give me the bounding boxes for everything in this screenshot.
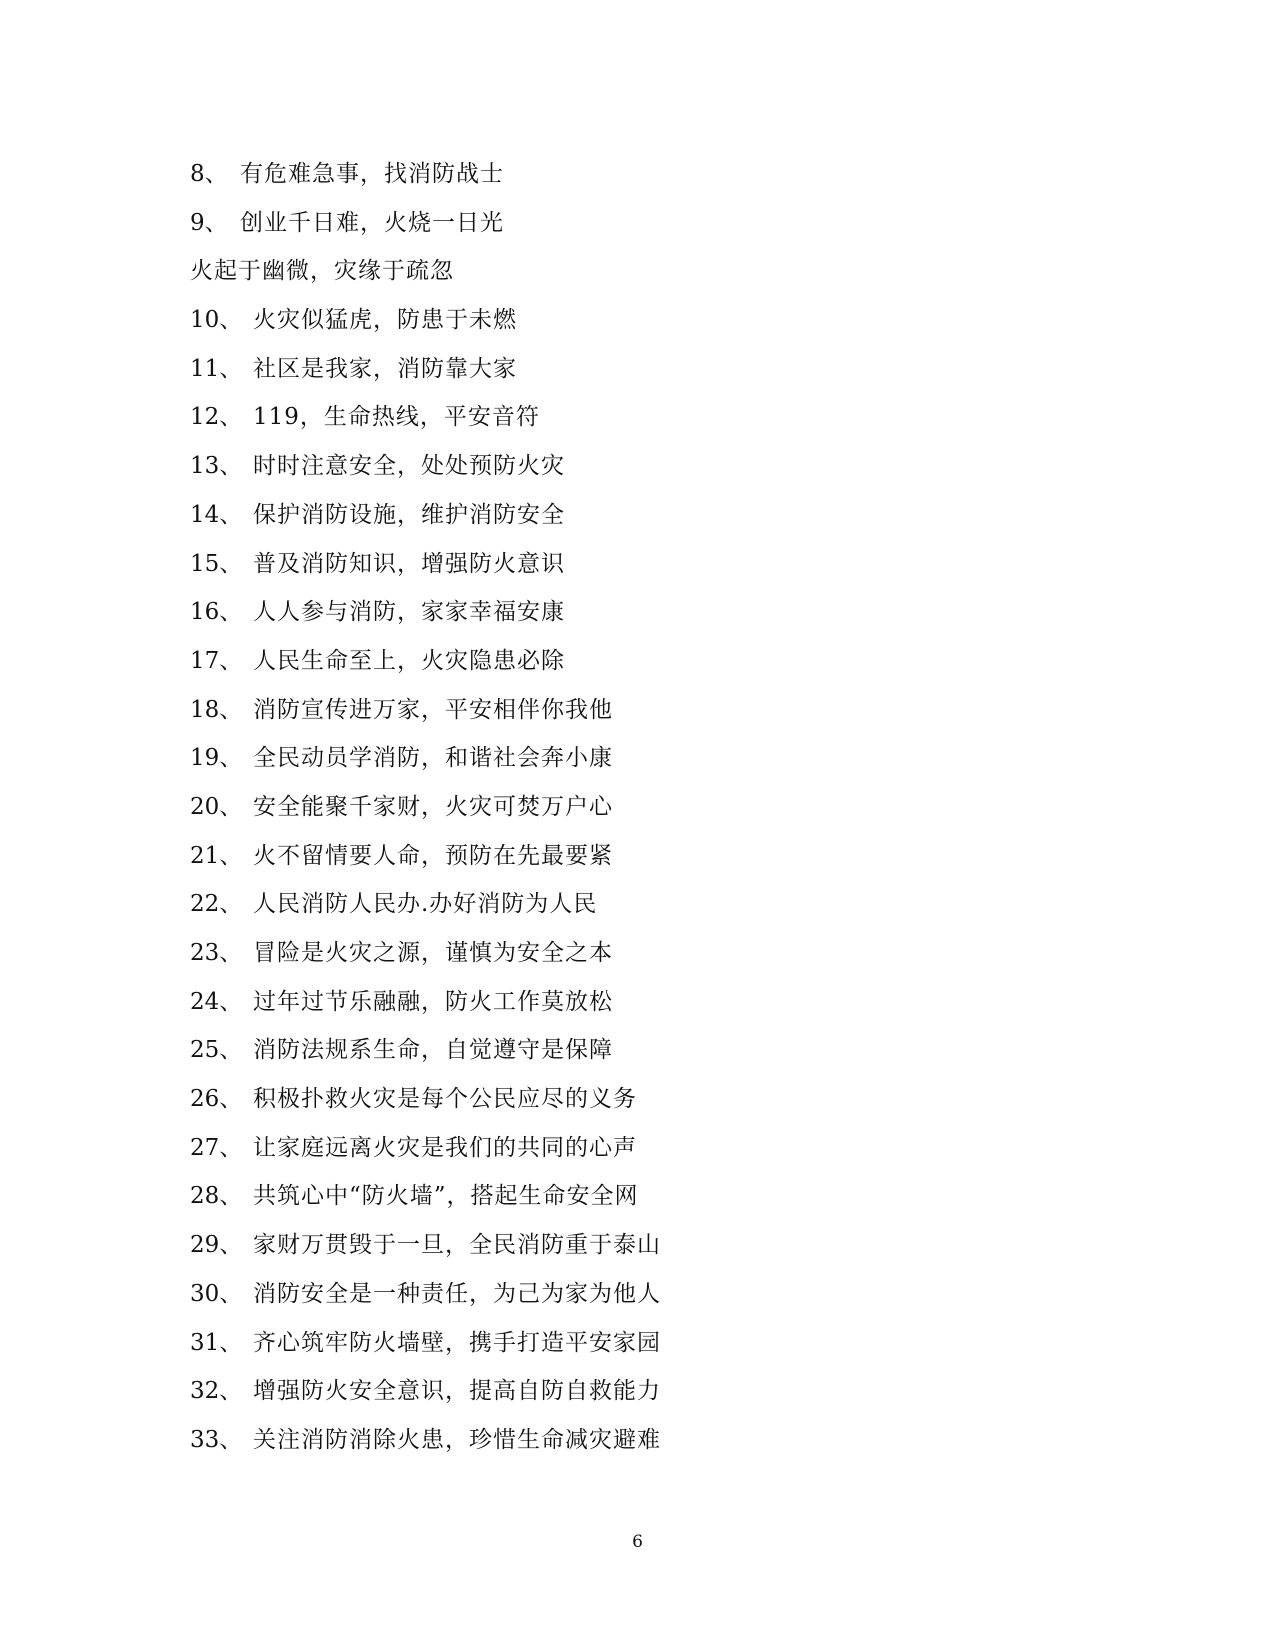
slogan-number: 15、: [190, 550, 243, 577]
slogan-number: 26、: [190, 1086, 243, 1113]
slogan-number: 21、: [190, 842, 243, 869]
slogan-line: [190, 1026, 661, 1075]
slogan-line: [190, 1319, 661, 1368]
slogan-number: 9、: [190, 209, 228, 236]
slogan-text: 社区是我家，消防靠大家: [253, 355, 517, 382]
slogan-number: 13、: [190, 453, 243, 480]
slogan-text: 冒险是火灾之源，谨慎为安全之本: [253, 940, 613, 966]
slogan-text: 保护消防设施，维护消防安全: [253, 501, 565, 528]
slogan-line: [190, 345, 661, 394]
slogan-line: [190, 1221, 661, 1270]
slogan-number: 14、: [190, 501, 243, 528]
slogan-text: 齐心筑牢防火墙壁，携手打造平安家园: [253, 1329, 661, 1356]
slogan-text: 普及消防知识，增强防火意识: [253, 550, 565, 577]
slogan-number: 19、: [190, 745, 243, 772]
slogan-number: 24、: [190, 988, 243, 1015]
slogan-number: 27、: [190, 1134, 243, 1161]
slogan-text: 火灾似猛虎，防患于未燃: [253, 307, 517, 334]
slogan-line: [190, 686, 661, 735]
slogan-number: 25、: [190, 1037, 243, 1064]
slogan-text: 家财万贯毁于一旦，全民消防重于泰山: [253, 1232, 661, 1259]
slogan-line: [190, 734, 661, 783]
slogan-number: 18、: [190, 696, 243, 723]
slogan-text: 积极扑救火灾是每个公民应尽的义务: [253, 1086, 637, 1113]
slogan-line: [190, 296, 661, 345]
slogan-line: [190, 393, 661, 442]
slogan-text: 消防法规系生命，自觉遵守是保障: [253, 1037, 613, 1064]
slogan-line: [190, 150, 661, 199]
slogan-number: 17、: [190, 647, 243, 674]
slogan-number: 20、: [190, 793, 243, 820]
slogan-text: 共筑心中“防火墙”，搭起生命安全网: [253, 1183, 639, 1210]
slogan-text: 时时注意安全，处处预防火灾: [253, 453, 565, 480]
slogan-text: 过年过节乐融融，防火工作莫放松: [253, 988, 613, 1015]
slogan-number: 32、: [190, 1378, 243, 1405]
slogan-number: 10、: [190, 307, 243, 334]
page-number: 6: [632, 1532, 643, 1552]
slogan-text: 人人参与消防，家家幸福安康: [253, 599, 565, 626]
slogan-text: 119，生命热线，平安音符: [253, 404, 540, 431]
slogan-text: 关注消防消除火患，珍惜生命减灾避难: [253, 1426, 661, 1453]
slogan-text: 人民消防人民办.办好消防为人民: [253, 891, 598, 918]
slogan-text: 火不留情要人命，预防在先最要紧: [253, 842, 613, 869]
slogan-line: [190, 491, 661, 540]
slogan-number: 33、: [190, 1426, 243, 1453]
slogan-number: 12、: [190, 404, 243, 431]
slogan-text: 安全能聚千家财，火灾可焚万户心: [253, 793, 613, 820]
slogan-number: 11、: [190, 355, 243, 382]
slogan-text: 人民生命至上，火灾隐患必除: [253, 647, 565, 674]
slogan-line: [190, 1416, 661, 1465]
slogan-line: [190, 442, 661, 491]
slogan-text: 火起于幽微，灾缘于疏忽: [190, 258, 454, 285]
slogan-line: [190, 783, 661, 832]
slogan-line: [190, 588, 661, 637]
slogan-number: 29、: [190, 1232, 243, 1259]
slogan-line: [190, 1075, 661, 1124]
slogan-line: [190, 247, 661, 296]
slogan-line: [190, 199, 661, 248]
slogan-line: [190, 832, 661, 881]
slogan-list: [190, 150, 661, 1465]
slogan-number: 28、: [190, 1183, 243, 1210]
slogan-line: [190, 540, 661, 589]
slogan-line: [190, 1124, 661, 1173]
slogan-line: [190, 1172, 661, 1221]
slogan-text: 创业千日难，火烧一日光: [240, 209, 504, 236]
slogan-line: [190, 978, 661, 1027]
slogan-text: 增强防火安全意识，提高自防自救能力: [253, 1378, 661, 1405]
slogan-text: 消防宣传进万家，平安相伴你我他: [253, 696, 613, 723]
slogan-number: 16、: [190, 599, 243, 626]
slogan-text: 消防安全是一种责任，为己为家为他人: [253, 1280, 661, 1307]
slogan-number: 23、: [190, 940, 243, 966]
slogan-line: [190, 1367, 661, 1416]
slogan-line: [190, 929, 661, 978]
slogan-text: 有危难急事，找消防战士: [240, 161, 504, 187]
slogan-text: 全民动员学消防，和谐社会奔小康: [253, 745, 613, 772]
slogan-number: 31、: [190, 1329, 243, 1356]
slogan-line: [190, 637, 661, 686]
slogan-number: 30、: [190, 1280, 243, 1307]
slogan-text: 让家庭远离火灾是我们的共同的心声: [253, 1134, 637, 1161]
slogan-number: 8、: [190, 161, 228, 187]
slogan-line: [190, 880, 661, 929]
slogan-number: 22、: [190, 891, 243, 918]
slogan-line: [190, 1270, 661, 1319]
